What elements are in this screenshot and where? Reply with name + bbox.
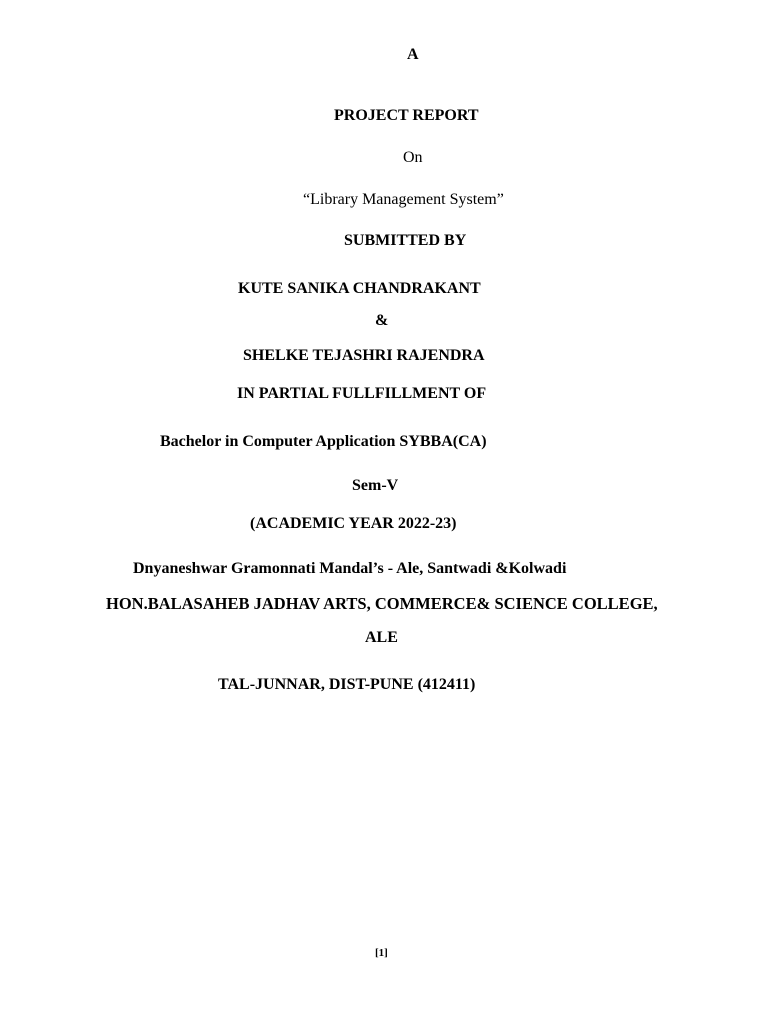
student-name-2: SHELKE TEJASHRI RAJENDRA [243,347,485,364]
academic-year-line: (ACADEMIC YEAR 2022-23) [250,515,457,532]
degree-line: Bachelor in Computer Application SYBBA(CA) [160,433,487,450]
letter-a: A [407,46,419,63]
project-title: “Library Management System” [303,191,504,208]
report-heading: PROJECT REPORT [334,107,479,124]
partial-fulfillment-label: IN PARTIAL FULLFILLMENT OF [237,385,487,402]
college-line-2: ALE [365,629,398,646]
ampersand: & [375,312,389,329]
address-line: TAL-JUNNAR, DIST-PUNE (412411) [218,676,476,693]
college-line-1: HON.BALASAHEB JADHAV ARTS, COMMERCE& SCIENCE COLLEGE, [106,594,658,613]
page-number: [1] [375,947,388,959]
submitted-by-label: SUBMITTED BY [344,232,467,249]
on-label: On [403,149,423,166]
society-line: Dnyaneshwar Gramonnati Mandal’s - Ale, Santwadi &Kolwadi [133,560,567,577]
student-name-1: KUTE SANIKA CHANDRAKANT [238,280,481,297]
semester-line: Sem-V [352,477,399,494]
